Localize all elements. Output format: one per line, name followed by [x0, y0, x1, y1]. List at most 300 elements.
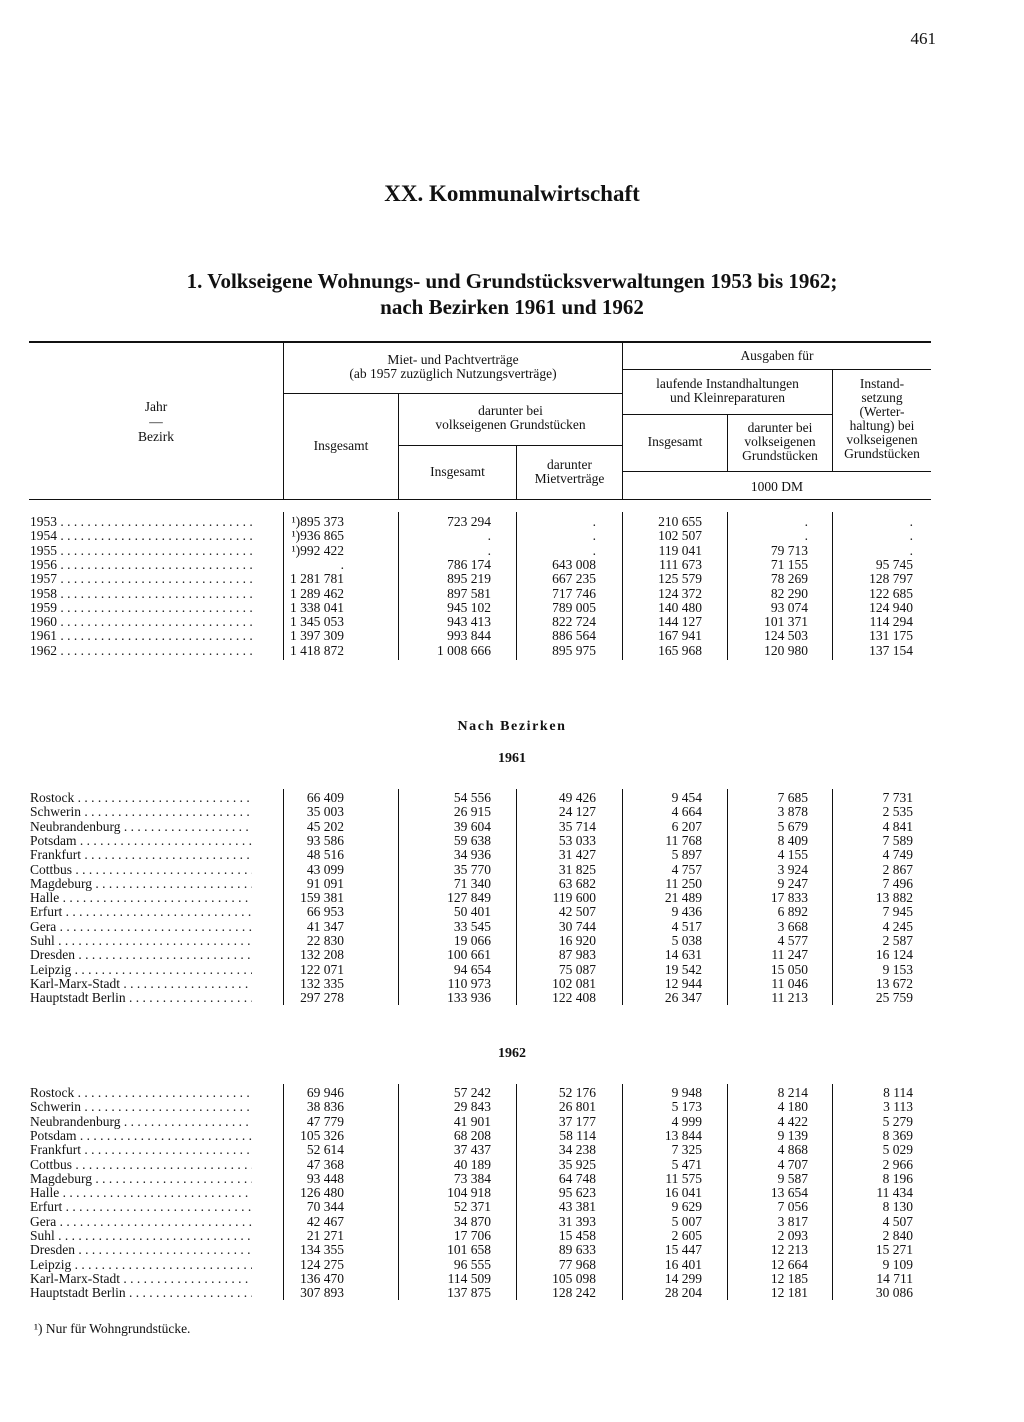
table-row: [0, 1100, 1024, 1114]
cell-c1: 52 614: [306, 1142, 344, 1158]
cell-c3: .: [592, 514, 596, 529]
cell-c6: 2 535: [882, 804, 913, 820]
cell-c3: 16 920: [558, 933, 596, 948]
row-label: Schwerin . . .: [30, 1100, 252, 1114]
instandsetzung-header: [833, 377, 931, 461]
cell-c6: 8 369: [882, 1127, 913, 1143]
row-label: Potsdam . . .: [30, 834, 252, 848]
row-label: Hauptstadt Berlin . . .: [30, 1286, 252, 1300]
cell-c6: 2 966: [882, 1156, 913, 1172]
table-row: [0, 1229, 1024, 1243]
cell-c6: 7 589: [882, 832, 913, 848]
header-rule-unit: [623, 471, 931, 472]
cell-c4: 5 173: [671, 1099, 702, 1115]
cell-c3: 42 507: [558, 904, 596, 920]
table-row: [0, 877, 1024, 891]
cell-c5: 3 924: [777, 861, 808, 877]
cell-c3: 895 975: [552, 642, 596, 658]
cell-c5: .: [804, 528, 808, 544]
cell-c3: 31 825: [558, 861, 596, 877]
row-label: Halle . . .: [30, 891, 252, 905]
cell-c2: 39 604: [453, 818, 491, 834]
cell-c1: 21 271: [306, 1228, 344, 1243]
cell-c2: 19 066: [453, 933, 491, 948]
cell-c6: 124 940: [869, 599, 913, 615]
cell-c5: 11 247: [771, 947, 808, 963]
instandsetzung-header-line-4: haltung) bei: [849, 418, 915, 433]
cell-c1: 22 830: [306, 933, 344, 948]
table-row: [0, 615, 1024, 629]
cell-c6: 4 749: [882, 847, 913, 863]
cell-c5: 120 980: [764, 642, 808, 658]
table-row: [0, 558, 1024, 572]
cell-c2: 723 294: [447, 514, 491, 529]
cell-c3: 35 925: [558, 1156, 596, 1172]
cell-c3: 53 033: [558, 832, 596, 848]
cell-c4: 6 207: [671, 818, 702, 834]
table-row: [0, 791, 1024, 805]
cell-c2: 40 189: [453, 1156, 491, 1172]
cell-c3: 95 623: [558, 1185, 596, 1201]
ausgaben-header: Ausgaben für: [740, 348, 814, 363]
row-label: Dresden . . .: [30, 948, 252, 962]
cell-c5: 13 654: [770, 1185, 808, 1201]
cell-c5: 9 587: [777, 1170, 808, 1186]
cell-c1: 132 208: [300, 947, 344, 963]
cell-c4: 140 480: [658, 599, 702, 615]
cell-c2: .: [487, 528, 491, 544]
instandsetzung-header-line-1: Instand-: [859, 376, 905, 391]
cell-c1: 1 289 462: [290, 585, 344, 601]
cell-c5: 71 155: [770, 556, 808, 572]
cell-c1: .: [340, 556, 344, 572]
cell-c4: 210 655: [658, 514, 702, 529]
cell-c3: 64 748: [558, 1170, 596, 1186]
cell-c6: 8 196: [882, 1170, 913, 1186]
cell-c3: 58 114: [559, 1127, 596, 1143]
row-label: 1956 . . .: [30, 558, 252, 572]
cell-c1: 1 281 781: [290, 571, 344, 587]
table-row: [0, 991, 1024, 1005]
miet-header-line-1: Miet- und Pachtverträge: [387, 352, 519, 367]
cell-c1: 35 003: [306, 804, 344, 820]
row-label: Cottbus . . .: [30, 1158, 252, 1172]
table-row: [0, 572, 1024, 586]
cell-c3: 717 746: [552, 585, 596, 601]
cell-c3: 34 238: [558, 1142, 596, 1158]
table-row: [0, 601, 1024, 615]
row-label: Rostock . . .: [30, 1086, 252, 1100]
table-row: [0, 1215, 1024, 1229]
row-label: Suhl . . .: [30, 1229, 252, 1243]
cell-c5: 82 290: [770, 585, 808, 601]
table-row: [0, 544, 1024, 558]
row-label: 1953 . . .: [30, 515, 252, 529]
cell-c5: 4 180: [777, 1099, 808, 1115]
cell-c2: 127 849: [447, 890, 491, 906]
cell-c6: .: [909, 542, 913, 558]
cell-c5: 2 093: [777, 1228, 808, 1243]
cell-c1: 66 409: [306, 790, 344, 805]
cell-c5: 17 833: [770, 890, 808, 906]
row-label: 1959 . . .: [30, 601, 252, 615]
cell-c3: 63 682: [558, 875, 596, 891]
chapter-title: XX. Kommunalwirtschaft: [384, 181, 640, 206]
cell-c2: 96 555: [453, 1256, 491, 1272]
cell-c5: 12 181: [770, 1285, 808, 1301]
cell-c6: 4 841: [882, 818, 913, 834]
cell-c2: 73 384: [453, 1170, 491, 1186]
row-label: 1954 . . .: [30, 529, 252, 543]
header-divider-groups: [622, 343, 623, 499]
stub-header-line-1: Jahr: [144, 399, 168, 414]
dvg-header: [728, 421, 832, 463]
table-row: [0, 529, 1024, 543]
cell-c1: 134 355: [300, 1242, 344, 1258]
row-label: 1962 . . .: [30, 644, 252, 658]
row-label: Gera . . .: [30, 920, 252, 934]
cell-c4: 102 507: [658, 528, 702, 544]
table-row: [0, 905, 1024, 919]
cell-c2: 786 174: [447, 556, 491, 572]
row-label: 1960 . . .: [30, 615, 252, 629]
cell-c1: 66 953: [306, 904, 344, 920]
cell-c6: 2 867: [882, 861, 913, 877]
cell-c5: 8 214: [777, 1085, 808, 1100]
cell-c4: 4 757: [671, 861, 702, 877]
cell-c4: 2 605: [671, 1228, 702, 1243]
cell-c5: 4 577: [777, 933, 808, 948]
cell-c5: 79 713: [770, 542, 808, 558]
cell-c4: 14 299: [664, 1270, 702, 1286]
header-rule-ausgaben: [623, 369, 931, 370]
cell-c2: 101 658: [447, 1242, 491, 1258]
cell-c4: 4 517: [671, 918, 702, 934]
cell-c1: 43 099: [306, 861, 344, 877]
cell-c6: 8 114: [883, 1085, 913, 1100]
cell-c1: 48 516: [306, 847, 344, 863]
cell-c6: 9 153: [882, 961, 913, 977]
cell-c1: 105 326: [300, 1127, 344, 1143]
cell-c2: 133 936: [447, 990, 491, 1006]
cell-c5: 8 409: [777, 832, 808, 848]
cell-c1: 91 091: [306, 875, 344, 891]
cell-c3: 77 968: [558, 1256, 596, 1272]
table-row: [0, 891, 1024, 905]
row-label: Magdeburg . . .: [30, 877, 252, 891]
dvg-header-line-3: Grundstücken: [742, 448, 818, 463]
stub-header: [29, 399, 283, 444]
cell-c3: 26 801: [558, 1099, 596, 1115]
cell-c3: 31 427: [558, 847, 596, 863]
cell-c5: 124 503: [764, 628, 808, 644]
table-title-line-2: nach Bezirken 1961 und 1962: [380, 295, 644, 319]
cell-c4: 167 941: [658, 628, 702, 644]
cell-c1: 122 071: [300, 961, 344, 977]
cell-c2: 114 509: [447, 1270, 491, 1286]
cell-c5: 4 868: [777, 1142, 808, 1158]
laufende-header: [623, 377, 832, 405]
cell-c5: 7 685: [777, 790, 808, 805]
header-top-rule: [29, 341, 931, 343]
cell-c3: 128 242: [552, 1285, 596, 1301]
cell-c6: 8 130: [882, 1199, 913, 1215]
cell-c1: 93 586: [306, 832, 344, 848]
section-title: Nach Bezirken: [457, 719, 567, 734]
cell-c2: 34 936: [453, 847, 491, 863]
mietvertraege-header: [517, 458, 622, 486]
cell-c6: 13 672: [875, 975, 913, 991]
cell-c2: 54 556: [453, 790, 491, 805]
header-rule-laufende: [623, 414, 832, 415]
row-label: Leipzig . . .: [30, 963, 252, 977]
cell-c3: 15 458: [558, 1228, 596, 1243]
row-label: Gera . . .: [30, 1215, 252, 1229]
cell-c1: 47 779: [306, 1113, 344, 1129]
instandsetzung-header-line-3: (Werter-: [859, 404, 905, 419]
cell-c6: 7 731: [882, 790, 913, 805]
cell-c4: 16 041: [664, 1185, 702, 1201]
cell-c3: .: [592, 528, 596, 544]
cell-c1: 41 347: [306, 918, 344, 934]
cell-c4: 11 575: [665, 1170, 702, 1186]
cell-c5: 4 422: [777, 1113, 808, 1129]
miet-header: [284, 353, 622, 381]
cell-c3: 37 177: [558, 1113, 596, 1129]
darunter-header-line-1: darunter bei: [478, 403, 543, 418]
cell-c4: 21 489: [664, 890, 702, 906]
row-label: Frankfurt . . .: [30, 1143, 252, 1157]
cell-c5: 4 155: [777, 847, 808, 863]
row-label: Suhl . . .: [30, 934, 252, 948]
cell-c4: 4 999: [671, 1113, 702, 1129]
cell-c2: 94 654: [453, 961, 491, 977]
cell-c4: 124 372: [658, 585, 702, 601]
cell-c6: 128 797: [869, 571, 913, 587]
cell-c6: 2 587: [882, 933, 913, 948]
cell-c6: 30 086: [875, 1285, 913, 1301]
cell-c5: 12 185: [770, 1270, 808, 1286]
cell-c5: .: [804, 514, 808, 529]
sub-insgesamt-header: Insgesamt: [430, 464, 485, 479]
row-label: Karl-Marx-Stadt . . .: [30, 1272, 252, 1286]
instandsetzung-header-line-5: volkseigenen: [846, 432, 918, 447]
table-row: [0, 1258, 1024, 1272]
cell-c4: 5 038: [671, 933, 702, 948]
cell-c2: .: [487, 542, 491, 558]
cell-c2: 993 844: [447, 628, 491, 644]
cell-c1: 136 470: [300, 1270, 344, 1286]
cell-c3: 122 408: [552, 990, 596, 1006]
row-label: 1957 . . .: [30, 572, 252, 586]
cell-c1: 297 278: [300, 990, 344, 1006]
cell-c5: 6 892: [777, 904, 808, 920]
cell-c4: 15 447: [664, 1242, 702, 1258]
cell-c1: 1 397 309: [290, 628, 344, 644]
row-label: Magdeburg . . .: [30, 1172, 252, 1186]
cell-c3: 102 081: [552, 975, 596, 991]
table-row: [0, 1200, 1024, 1214]
cell-c1: ¹)992 422: [291, 542, 344, 558]
cell-c2: 57 242: [453, 1085, 491, 1100]
cell-c4: 165 968: [658, 642, 702, 658]
cell-c2: 943 413: [447, 614, 491, 630]
cell-c2: 68 208: [453, 1127, 491, 1143]
cell-c2: 945 102: [447, 599, 491, 615]
cell-c1: 159 381: [300, 890, 344, 906]
cell-c4: 13 844: [664, 1127, 702, 1143]
stub-header-line-2: —: [149, 414, 163, 429]
cell-c6: 16 124: [875, 947, 913, 963]
cell-c4: 5 897: [671, 847, 702, 863]
section-year-1961: 1961: [498, 751, 526, 766]
table-row: [0, 515, 1024, 529]
cell-c4: 14 631: [664, 947, 702, 963]
row-label: Rostock . . .: [30, 791, 252, 805]
cell-c4: 11 768: [665, 832, 702, 848]
cell-c6: 7 496: [882, 875, 913, 891]
cell-c2: 41 901: [453, 1113, 491, 1129]
cell-c4: 9 436: [671, 904, 702, 920]
row-label: Karl-Marx-Stadt . . .: [30, 977, 252, 991]
table-row: [0, 1186, 1024, 1200]
dvg-header-line-2: volkseigenen: [744, 434, 816, 449]
cell-c6: 4 507: [882, 1213, 913, 1229]
cell-c1: 132 335: [300, 975, 344, 991]
cell-c3: 119 600: [552, 890, 596, 906]
table-row: [0, 1172, 1024, 1186]
cell-c4: 5 007: [671, 1213, 702, 1229]
cell-c5: 3 668: [777, 918, 808, 934]
cell-c1: 42 467: [306, 1213, 344, 1229]
table-row: [0, 934, 1024, 948]
cell-c3: 667 235: [552, 571, 596, 587]
cell-c2: 52 371: [453, 1199, 491, 1215]
cell-c2: 1 008 666: [437, 642, 491, 658]
cell-c2: 37 437: [453, 1142, 491, 1158]
cell-c3: 822 724: [552, 614, 596, 630]
dvg-header-line-1: darunter bei: [747, 420, 813, 435]
cell-c3: 52 176: [558, 1085, 596, 1100]
cell-c3: 43 381: [558, 1199, 596, 1215]
table-row: [0, 1243, 1024, 1257]
cell-c3: .: [592, 542, 596, 558]
cell-c1: 307 893: [300, 1285, 344, 1301]
darunter-header-line-2: volkseigenen Grundstücken: [435, 417, 586, 432]
header-rule-vg: [399, 445, 622, 446]
row-label: Frankfurt . . .: [30, 848, 252, 862]
row-label: 1955 . . .: [30, 544, 252, 558]
cell-c6: 15 271: [875, 1242, 913, 1258]
cell-c1: 69 946: [306, 1085, 344, 1100]
cell-c6: 7 945: [882, 904, 913, 920]
laufende-header-line-1: laufende Instandhaltungen: [656, 376, 799, 391]
cell-c3: 24 127: [558, 804, 596, 820]
cell-c2: 17 706: [453, 1228, 491, 1243]
cell-c3: 31 393: [558, 1213, 596, 1229]
cell-c3: 105 098: [552, 1270, 596, 1286]
cell-c3: 643 008: [552, 556, 596, 572]
table-row: [0, 848, 1024, 862]
instandsetzung-header-line-6: Grundstücken: [844, 446, 920, 461]
cell-c2: 26 915: [453, 804, 491, 820]
cell-c3: 89 633: [558, 1242, 596, 1258]
cell-c2: 104 918: [447, 1185, 491, 1201]
miet-header-line-2: (ab 1957 zuzüglich Nutzungsverträge): [349, 366, 557, 381]
table-row: [0, 963, 1024, 977]
table-title-line-1: 1. Volkseigene Wohnungs- und Grundstücksverwaltungen 1953 bis 1962;: [186, 269, 838, 293]
cell-c5: 9 139: [777, 1127, 808, 1143]
cell-c5: 12 213: [770, 1242, 808, 1258]
cell-c4: 7 325: [671, 1142, 702, 1158]
table-row: [0, 863, 1024, 877]
cell-c1: ¹)895 373: [291, 514, 344, 529]
row-label: 1958 . . .: [30, 587, 252, 601]
cell-c6: 11 434: [876, 1185, 913, 1201]
cell-c4: 28 204: [664, 1285, 702, 1301]
mietvertraege-header-line-1: darunter: [547, 457, 592, 472]
cell-c3: 30 744: [558, 918, 596, 934]
cell-c2: 59 638: [453, 832, 491, 848]
row-label: Potsdam . . .: [30, 1129, 252, 1143]
cell-c5: 15 050: [770, 961, 808, 977]
cell-c2: 110 973: [447, 975, 491, 991]
cell-c4: 111 673: [659, 556, 702, 572]
row-label: Leipzig . . .: [30, 1258, 252, 1272]
cell-c2: 34 870: [453, 1213, 491, 1229]
table-row: [0, 948, 1024, 962]
cell-c6: 3 113: [883, 1099, 913, 1115]
cell-c6: 9 109: [882, 1256, 913, 1272]
cell-c6: .: [909, 514, 913, 529]
cell-c6: 137 154: [869, 642, 913, 658]
cell-c3: 35 714: [558, 818, 596, 834]
darunter-header: [399, 404, 622, 432]
row-label: Schwerin . . .: [30, 805, 252, 819]
mietvertraege-header-line-2: Mietverträge: [534, 471, 605, 486]
cell-c5: 7 056: [777, 1199, 808, 1215]
cell-c3: 886 564: [552, 628, 596, 644]
header-rule-miet: [284, 393, 622, 394]
cell-c4: 9 629: [671, 1199, 702, 1215]
row-label: Neubrandenburg . . .: [30, 820, 252, 834]
cell-c6: 5 279: [882, 1113, 913, 1129]
table-row: [0, 820, 1024, 834]
table-row: [0, 1115, 1024, 1129]
table-row: [0, 644, 1024, 658]
cell-c1: 47 368: [306, 1156, 344, 1172]
unit-header: 1000 DM: [750, 479, 804, 494]
table-row: [0, 1158, 1024, 1172]
cell-c5: 78 269: [770, 571, 808, 587]
cell-c1: 1 338 041: [290, 599, 344, 615]
cell-c1: 70 344: [306, 1199, 344, 1215]
cell-c5: 101 371: [764, 614, 808, 630]
cell-c1: 126 480: [300, 1185, 344, 1201]
cell-c3: 789 005: [552, 599, 596, 615]
row-label: Halle . . .: [30, 1186, 252, 1200]
cell-c4: 9 454: [671, 790, 702, 805]
cell-c1: 45 202: [306, 818, 344, 834]
instandsetzung-header-line-2: setzung: [861, 390, 903, 405]
footnote: ¹) Nur für Wohngrundstücke.: [34, 1321, 191, 1336]
cell-c2: 137 875: [447, 1285, 491, 1301]
aus-insgesamt-header: Insgesamt: [647, 434, 703, 449]
cell-c6: 14 711: [876, 1270, 913, 1286]
cell-c6: 131 175: [869, 628, 913, 644]
cell-c6: 25 759: [875, 990, 913, 1006]
cell-c6: .: [909, 528, 913, 544]
